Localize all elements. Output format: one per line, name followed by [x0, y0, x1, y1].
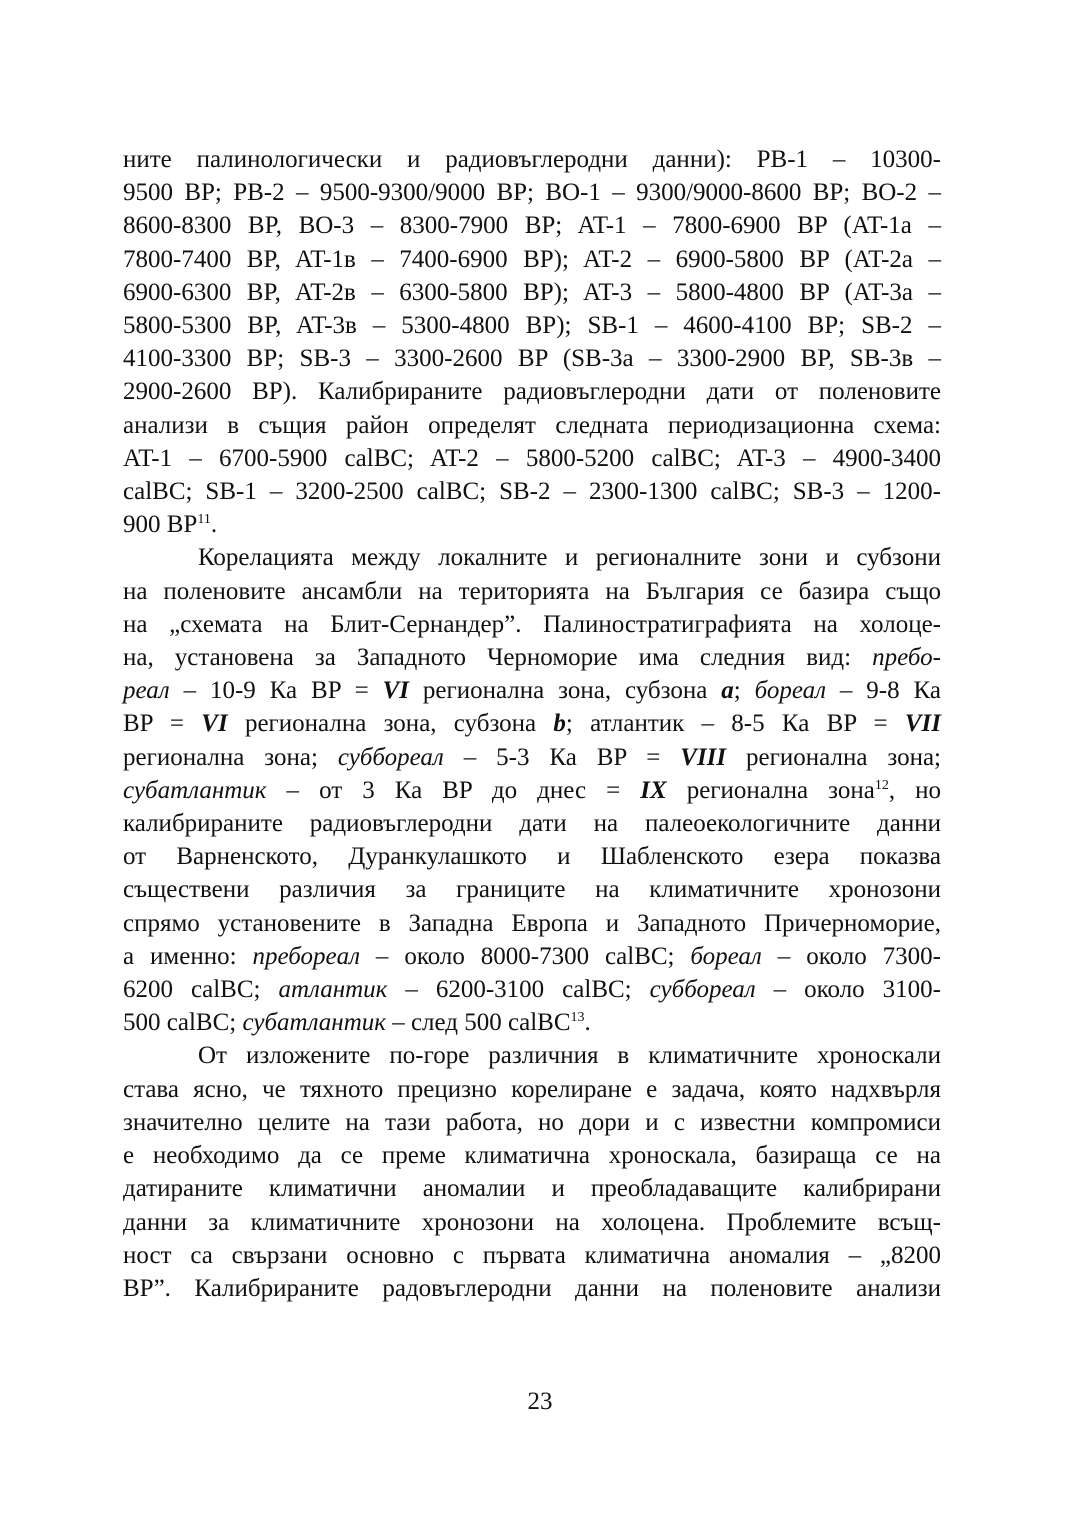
text-line — [123, 442, 941, 475]
text-line — [123, 608, 941, 641]
text-run: 8600-8300 BP, BO-3 – 8300-7900 BP; AT-1 – 7800-6900 BP (AT-1a – — [123, 212, 941, 240]
italic-term: бореал — [690, 942, 762, 970]
text-run: – 10-9 Ка BP = — [169, 677, 383, 705]
text-run: 500 calBC; — [123, 1009, 243, 1037]
italic-term: субатлантик — [242, 1009, 386, 1037]
italic-term: атлантик — [278, 976, 388, 1004]
text-line — [123, 707, 941, 740]
text-run: регионална зона; — [726, 743, 941, 771]
text-line — [123, 807, 941, 840]
text-run: значително целите на тази работа, но дори и с известни компромиси — [123, 1108, 941, 1136]
text-run: От изложените по-горе различния в климатичните хроноскали — [198, 1042, 941, 1070]
text-run: – 5-3 Ка BP = — [443, 743, 681, 771]
text-line — [123, 243, 941, 276]
paragraph — [123, 143, 941, 541]
text-run: регионална зона, субзона — [408, 677, 722, 705]
text-run: 7800-7400 BP, AT-1в – 7400-6900 BP); AT-2 – 6900-5800 BP (AT-2a – — [123, 245, 941, 273]
text-run: на „схемата на Блит-Сернандер”. Палиностратиграфията на холоце- — [123, 610, 941, 638]
text-line — [123, 1106, 941, 1139]
text-line — [123, 276, 941, 309]
text-line — [123, 1272, 941, 1305]
text-run: ; атлантик – 8-5 Ка BP = — [565, 710, 905, 738]
bold-italic-term — [383, 677, 409, 704]
zone-label: b — [553, 710, 566, 738]
italic-term: бореал — [754, 677, 827, 705]
text-run: ; — [733, 677, 755, 705]
footnote-ref: 13 — [570, 1010, 585, 1026]
text-run: , но — [888, 776, 941, 804]
text-line — [123, 409, 941, 442]
text-run: на поленовите ансамбли на територията на България се базира също — [123, 577, 941, 605]
text-run: – 6200-3100 calBC; — [387, 976, 650, 1004]
italic-term: суббореал — [337, 743, 444, 771]
text-run: на, установена за Западното Черноморие има следния вид: — [123, 644, 873, 672]
text-run: от Варненското, Дуранкулашкото и Шабленското езера показва — [123, 843, 941, 871]
text-line — [123, 342, 941, 375]
text-line — [123, 973, 941, 1006]
text-run: ност са свързани основно с първата климатична аномалия – „8200 — [123, 1241, 941, 1269]
zone-label: IX — [640, 776, 667, 804]
italic-term: преборeал — [252, 942, 360, 970]
text-run: BP”. Калибрираните радовъглеродни данни на поленовите анализи — [123, 1274, 941, 1302]
text-run: – след 500 calBC — [385, 1009, 571, 1037]
text-run: AT-1 – 6700-5900 calBC; AT-2 – 5800-5200 calBC; AT-3 – 4900-3400 — [123, 444, 941, 472]
text-run: регионална зона; — [123, 743, 338, 771]
text-run: 5800-5300 BP, AT-3в – 5300-4800 BP); SB-1 – 4600-4100 BP; SB-2 – — [123, 312, 941, 340]
text-line — [123, 1239, 941, 1272]
footnote-ref: 11 — [197, 512, 211, 528]
text-line — [123, 176, 941, 209]
text-line — [123, 907, 941, 940]
text-line — [123, 1073, 941, 1106]
text-run: 4100-3300 BP; SB-3 – 3300-2600 BP (SB-3a – 3300-2900 BP, SB-3в – — [123, 345, 941, 373]
text-line — [123, 1006, 941, 1039]
text-line — [123, 1172, 941, 1205]
text-run: а именно: — [123, 942, 253, 970]
text-run: става ясно, че тяхното прецизно корелиране е задача, която надхвърля — [123, 1075, 941, 1103]
text-run: . — [210, 511, 218, 539]
italic-term: суббореал — [649, 976, 756, 1004]
text-line — [123, 741, 941, 774]
text-run: калибрираните радиовъглеродни дати на палеоекологичните данни — [123, 810, 941, 838]
text-run: ните палинологически и радиовъглеродни данни): PB-1 – 10300- — [123, 146, 941, 173]
paragraph — [123, 1039, 941, 1305]
text-line — [123, 575, 941, 608]
text-line — [123, 774, 941, 807]
text-run: регионална зона, субзона — [227, 710, 554, 738]
text-line — [123, 1039, 941, 1072]
text-line — [123, 840, 941, 873]
text-run: данни за климатичните хронозони на холоцена. Проблемите всъщ- — [123, 1208, 941, 1236]
text-run: 900 BP — [123, 511, 198, 539]
text-run: спрямо установените в Западна Европа и Западното Причерноморие, — [123, 909, 941, 937]
text-line — [123, 475, 941, 508]
bold-italic-term — [905, 710, 941, 737]
text-run: анализи в същия район определят следната периодизационна схема: — [123, 411, 941, 439]
text-line — [123, 143, 941, 176]
text-line — [123, 375, 941, 408]
text-run: датираните климатични аномалии и преобладаващите калибрирани — [123, 1175, 941, 1203]
text-run: 6200 calBC; — [123, 976, 279, 1004]
paragraph — [123, 541, 941, 1039]
zone-label: VII — [904, 710, 941, 738]
body-text — [123, 143, 941, 1305]
zone-label: VIII — [680, 743, 727, 771]
italic-term: субатлантик — [123, 776, 267, 804]
italic-term: пребо- — [872, 644, 941, 672]
text-run: . — [584, 1009, 591, 1037]
zone-label: VI — [382, 677, 409, 705]
text-line — [123, 674, 941, 707]
italic-term: реал — [123, 677, 170, 705]
bold-italic-term — [553, 710, 566, 737]
bold-italic-term — [201, 710, 227, 737]
text-run: 2900-2600 BP). Калибрираните радиовъглеродни дати от поленовите — [123, 378, 941, 406]
text-run: регионална зона — [666, 776, 875, 804]
text-line — [123, 1139, 941, 1172]
text-line — [123, 309, 941, 342]
text-run: – от 3 Ка BP до днес = — [266, 776, 641, 804]
text-run: – около 8000-7300 calBC; — [359, 942, 691, 970]
text-run: 6900-6300 BP, AT-2в – 6300-5800 BP); AT-3 – 5800-4800 BP (AT-3a – — [123, 278, 941, 306]
text-line — [123, 541, 941, 574]
footnote-ref: 12 — [874, 777, 889, 793]
text-run: calBC; SB-1 – 3200-2500 calBC; SB-2 – 2300-1300 calBC; SB-3 – 1200- — [123, 478, 941, 506]
text-run: – около 7300- — [761, 942, 941, 970]
page-number: 23 — [527, 1388, 553, 1415]
text-run: е необходимо да се преме климатична хроноскала, базираща се на — [123, 1142, 941, 1170]
text-line — [123, 508, 941, 541]
text-line — [123, 209, 941, 242]
text-line — [123, 1206, 941, 1239]
text-line — [123, 641, 941, 674]
text-line — [123, 873, 941, 906]
zone-label: a — [721, 677, 734, 705]
text-run: Корелацията между локалните и регионалните зони и субзони — [198, 544, 941, 572]
text-run: – около 3100- — [755, 976, 941, 1004]
text-run: 9500 BP; PB-2 – 9500-9300/9000 BP; BO-1 – 9300/9000-8600 BP; BO-2 – — [123, 179, 941, 207]
text-run: – 9-8 Ка — [826, 677, 941, 705]
bold-italic-term — [721, 677, 734, 704]
text-run: съществени различия за границите на климатичните хронозони — [123, 876, 941, 904]
zone-label: VI — [201, 710, 228, 738]
bold-italic-term — [640, 777, 666, 804]
text-run: BP = — [123, 710, 202, 738]
bold-italic-term — [680, 744, 726, 771]
text-line — [123, 940, 941, 973]
